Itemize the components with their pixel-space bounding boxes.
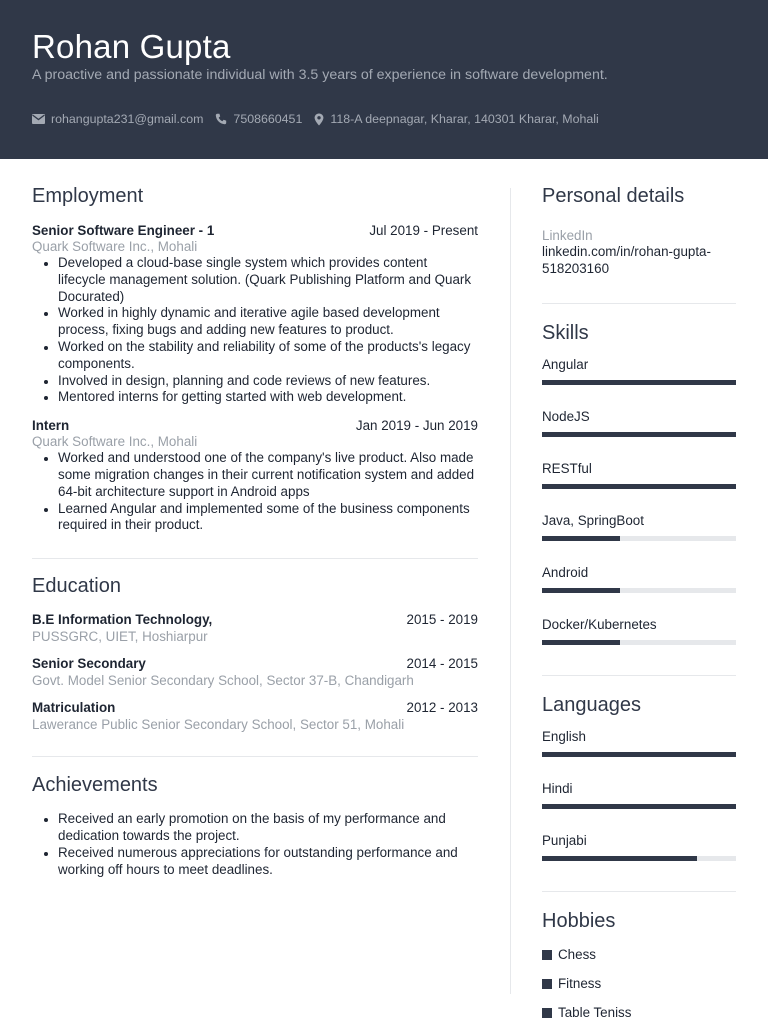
education-header [32, 700, 478, 715]
section-divider [542, 303, 736, 304]
language-level-bar [542, 752, 736, 757]
job-role: Intern [32, 418, 70, 434]
list-item: Involved in design, planning and code reviews of new features. [32, 373, 478, 390]
list-item: Worked on the stability and reliability of some of the products's legacy components. [32, 339, 478, 373]
skill-name: Java, SpringBoot [542, 512, 644, 528]
hobby-label: Chess [558, 947, 596, 963]
skill-name: Android [542, 564, 589, 580]
job-bullets [32, 255, 478, 406]
language-level-bar [542, 804, 736, 809]
skill-level-fill [542, 380, 736, 385]
education-dates: 2014 - 2015 [406, 656, 478, 672]
education-entry [32, 700, 478, 732]
skill-item [542, 617, 736, 645]
skill-item [542, 513, 736, 541]
skill-level-fill [542, 536, 620, 541]
skill-item [542, 565, 736, 593]
education-degree: B.E Information Technology, [32, 612, 213, 628]
education-entry [32, 612, 478, 644]
education-heading: Education [32, 575, 121, 598]
language-name: Punjabi [542, 832, 587, 848]
language-item [542, 729, 736, 757]
candidate-name: Rohan Gupta [32, 28, 231, 65]
hobby-label: Fitness [558, 976, 602, 992]
language-name: Hindi [542, 780, 573, 796]
linkedin-label: LinkedIn [542, 228, 593, 243]
education-dates: 2015 - 2019 [406, 612, 478, 628]
hobby-item [542, 976, 736, 992]
square-bullet-icon [542, 950, 552, 960]
education-entry [32, 656, 478, 688]
skill-level-fill [542, 588, 620, 593]
job-company: Quark Software Inc., Mohali [32, 239, 198, 254]
section-divider [542, 891, 736, 892]
map-pin-icon [314, 113, 324, 126]
skill-item [542, 461, 736, 489]
education-header [32, 612, 478, 627]
column-divider [510, 188, 511, 994]
education-dates: 2012 - 2013 [406, 700, 478, 716]
contact-phone[interactable] [215, 112, 302, 126]
skill-item [542, 357, 736, 385]
skill-name: NodeJS [542, 408, 590, 424]
job-header [32, 223, 478, 238]
language-level-bar [542, 856, 736, 861]
language-item [542, 833, 736, 861]
language-level-fill [542, 804, 736, 809]
list-item: Learned Angular and implemented some of the business components required in their product. [32, 501, 478, 535]
education-degree: Matriculation [32, 700, 116, 716]
job-dates: Jul 2019 - Present [369, 223, 478, 238]
list-item: Received an early promotion on the basis of my performance and dedication towards the project. [32, 811, 478, 845]
skills-list [542, 357, 736, 645]
contact-email[interactable] [32, 112, 203, 126]
section-divider [32, 558, 478, 559]
skill-name: Docker/Kubernetes [542, 616, 657, 632]
job-dates: Jan 2019 - Jun 2019 [355, 418, 478, 434]
hobbies-heading: Hobbies [542, 909, 616, 932]
skill-level-bar [542, 640, 736, 645]
profile-summary: A proactive and passionate individual with 3.5 years of experience in software development. [32, 67, 608, 83]
skill-level-fill [542, 432, 736, 437]
header-banner [0, 0, 768, 159]
main-column [32, 185, 478, 878]
contact-address [314, 112, 598, 126]
achievements-bullets [32, 811, 478, 878]
skill-item [542, 409, 736, 437]
linkedin-link[interactable]: linkedin.com/in/rohan-gupta-518203160 [542, 244, 711, 276]
job-bullets [32, 450, 478, 534]
square-bullet-icon [542, 979, 552, 989]
achievements-heading: Achievements [32, 774, 158, 797]
list-item: Received numerous appreciations for outstanding performance and working off hours to meet deadlines. [32, 845, 478, 879]
job-role: Senior Software Engineer - 1 [32, 223, 215, 238]
square-bullet-icon [542, 1008, 552, 1018]
email-text[interactable]: rohangupta231@gmail.com [51, 112, 204, 126]
skill-level-bar [542, 380, 736, 385]
languages-heading: Languages [542, 693, 641, 716]
language-level-fill [542, 752, 736, 757]
list-item: Worked and understood one of the company's live product. Also made some migration changes in their current notification system and added 64-bit architecture support in Android apps [32, 450, 478, 500]
education-school: Lawerance Public Senior Secondary School, Sector 51, Mohali [32, 717, 405, 733]
skill-level-fill [542, 640, 620, 645]
hobbies-list [542, 947, 736, 1021]
skill-name: RESTful [542, 460, 592, 476]
skill-level-fill [542, 484, 736, 489]
employment-heading: Employment [32, 185, 144, 207]
side-column [542, 185, 736, 1021]
job-entry [32, 418, 478, 534]
skills-heading: Skills [542, 321, 589, 344]
contact-bar [32, 112, 611, 126]
phone-icon [215, 113, 227, 125]
section-divider [542, 675, 736, 676]
education-school: Govt. Model Senior Secondary School, Sector 37-B, Chandigarh [32, 673, 414, 689]
hobby-item [542, 1005, 736, 1021]
hobby-item [542, 947, 736, 963]
list-item: Developed a cloud-base single system which provides content lifecycle management solution. (Quark Publishing Platform and Quark Docurated) [32, 255, 478, 305]
envelope-icon [32, 114, 45, 124]
personal-details-heading: Personal details [542, 185, 685, 207]
job-entry [32, 223, 478, 406]
skill-level-bar [542, 536, 736, 541]
skill-level-bar [542, 588, 736, 593]
address-text: 118-A deepnagar, Kharar, 140301 Kharar, Mohali [330, 112, 599, 126]
section-divider [32, 756, 478, 757]
education-school: PUSSGRC, UIET, Hoshiarpur [32, 629, 208, 645]
list-item: Worked in highly dynamic and iterative agile based development process, fixing bugs and adding new features to product. [32, 305, 478, 339]
phone-text[interactable]: 7508660451 [233, 112, 303, 126]
education-header [32, 656, 478, 671]
skill-level-bar [542, 432, 736, 437]
hobby-label: Table Teniss [558, 1005, 632, 1021]
language-name: English [542, 728, 586, 744]
language-level-fill [542, 856, 697, 861]
language-item [542, 781, 736, 809]
job-company: Quark Software Inc., Mohali [32, 434, 198, 450]
education-degree: Senior Secondary [32, 656, 146, 672]
job-header [32, 418, 478, 433]
languages-list [542, 729, 736, 861]
skill-name: Angular [542, 356, 589, 372]
skill-level-bar [542, 484, 736, 489]
list-item: Mentored interns for getting started with web development. [32, 389, 478, 406]
